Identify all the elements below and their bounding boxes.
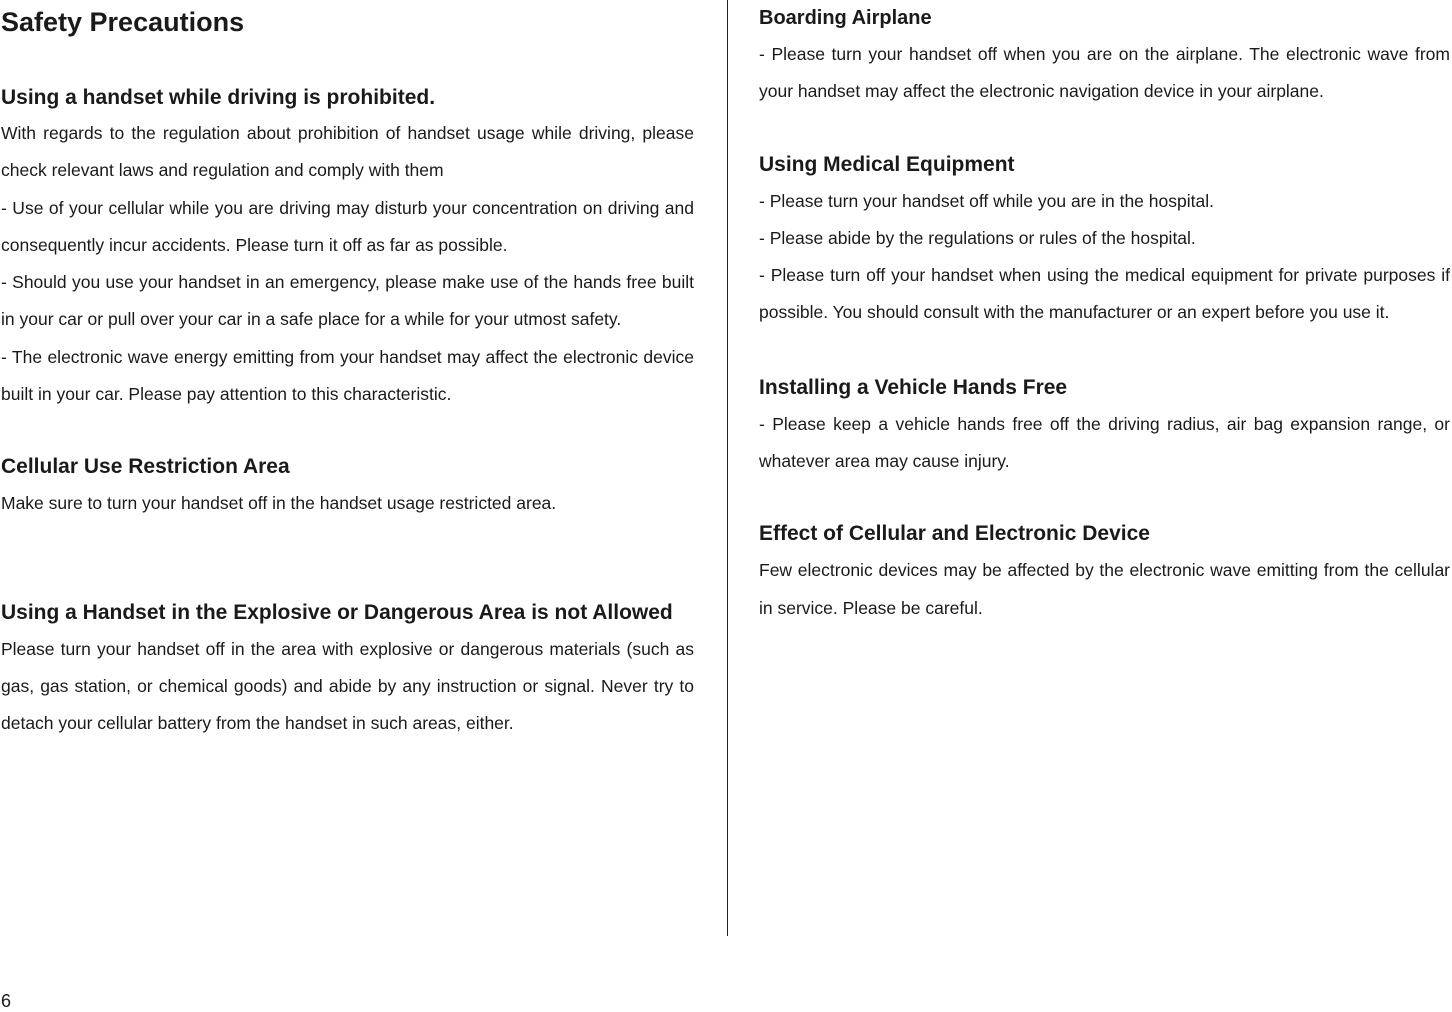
- left-column: [1, 0, 694, 743]
- section-heading-restriction-area: Cellular Use Restriction Area: [1, 455, 290, 479]
- page-number: 6: [1, 991, 12, 1011]
- right-column: [759, 0, 1450, 627]
- paragraph: - The electronic wave energy emitting from your handset may affect the electronic device built in your car. Please pay attention to this characteristic.: [1, 346, 694, 405]
- paragraph: - Please keep a vehicle hands free off the driving radius, air bag expansion range, or whatever area may cause injury.: [759, 413, 1450, 472]
- column-divider: [727, 0, 728, 936]
- section-heading-hands-free: Installing a Vehicle Hands Free: [759, 375, 1068, 399]
- paragraph: - Please turn your handset off while you are in the hospital.: [759, 190, 1214, 211]
- page-title: Safety Precautions: [1, 7, 245, 37]
- section-heading-medical: Using Medical Equipment: [759, 152, 1015, 176]
- section-heading-driving: Using a handset while driving is prohibited.: [1, 86, 436, 109]
- paragraph: - Please abide by the regulations or rules of the hospital.: [759, 227, 1196, 248]
- paragraph: - Please turn your handset off when you are on the airplane. The electronic wave from your handset may affect the electronic navigation device in your airplane.: [759, 44, 1450, 102]
- paragraph: Please turn your handset off in the area with explosive or dangerous materials (such as gas, gas station, or chemical goods) and abide by any instruction or signal. Never try to detach your cellular battery from the handset in such areas, either.: [1, 638, 694, 734]
- section-heading-airplane: Boarding Airplane: [759, 7, 932, 29]
- paragraph: With regards to the regulation about prohibition of handset usage while driving, please check relevant laws and regulation and comply with them: [1, 123, 694, 181]
- section-heading-electronic-device: Effect of Cellular and Electronic Device: [759, 522, 1150, 546]
- paragraph: - Should you use your handset in an emergency, please make use of the hands free built in your car or pull over your car in a safe place for a while for your utmost safety.: [1, 272, 694, 330]
- paragraph: Make sure to turn your handset off in the handset usage restricted area.: [1, 493, 557, 514]
- paragraph: - Use of your cellular while you are driving may disturb your concentration on driving and consequently incur accidents. Please turn it off as far as possible.: [1, 197, 694, 255]
- paragraph: - Please turn off your handset when using the medical equipment for private purposes if possible. You should consult with the manufacturer or an expert before you use it.: [759, 265, 1450, 323]
- section-heading-explosive-area: Using a Handset in the Explosive or Dangerous Area is not Allowed: [1, 600, 673, 624]
- paragraph: Few electronic devices may be affected by the electronic wave emitting from the cellular in service. Please be careful.: [759, 560, 1450, 618]
